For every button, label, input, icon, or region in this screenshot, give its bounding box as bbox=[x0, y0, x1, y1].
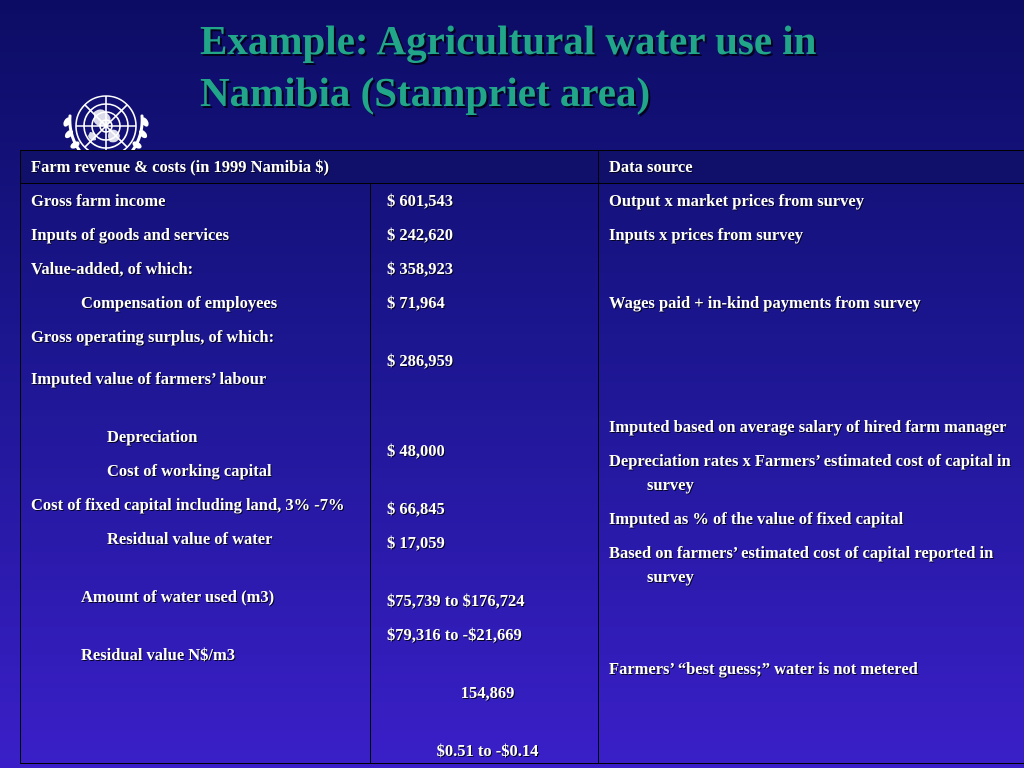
row-value: $ 286,959 bbox=[387, 351, 453, 370]
row-source: Wages paid + in-kind payments from survey bbox=[609, 293, 921, 312]
row-value: 154,869 bbox=[460, 683, 515, 702]
row-value: $75,739 to $176,724 bbox=[387, 591, 525, 610]
row-source: Imputed as % of the value of fixed capital bbox=[609, 509, 904, 528]
row-label: Residual value of water bbox=[107, 529, 273, 548]
row-value: $0.51 to -$0.14 bbox=[436, 741, 539, 760]
row-source: Based on farmers’ estimated cost of capital reported in survey bbox=[609, 543, 994, 586]
table-header-row bbox=[21, 151, 1024, 184]
title-line-1: Example: Agricultural water use in bbox=[200, 17, 817, 63]
row-label: Residual value N$/m3 bbox=[81, 645, 236, 664]
row-value: $79,316 to -$21,669 bbox=[387, 625, 522, 644]
header-data-source: Data source bbox=[599, 151, 1024, 184]
row-label: Inputs of goods and services bbox=[31, 225, 230, 244]
row-value: $ 358,923 bbox=[387, 259, 453, 278]
row-source: Output x market prices from survey bbox=[609, 191, 864, 210]
row-label: Depreciation bbox=[107, 427, 198, 446]
row-source: Imputed based on average salary of hired farm manager bbox=[609, 417, 1007, 436]
row-value: $ 71,964 bbox=[387, 293, 445, 312]
row-label: Value-added, of which: bbox=[31, 259, 194, 278]
row-source: Depreciation rates x Farmers’ estimated cost of capital in survey bbox=[609, 451, 1011, 494]
header-farm-revenue: Farm revenue & costs (in 1999 Namibia $) bbox=[21, 151, 599, 184]
row-label: Cost of working capital bbox=[107, 461, 272, 480]
title-line-2: Namibia (Stampriet area) bbox=[200, 69, 651, 115]
slide-title bbox=[200, 14, 816, 118]
row-label: Compensation of employees bbox=[81, 293, 278, 312]
row-source: Inputs x prices from survey bbox=[609, 225, 804, 244]
row-label: Cost of fixed capital including land, 3% -7% bbox=[31, 495, 345, 514]
row-source: Farmers’ “best guess;” water is not metered bbox=[609, 659, 918, 678]
row-label: Amount of water used (m3) bbox=[81, 587, 275, 606]
row-value: $ 66,845 bbox=[387, 499, 445, 518]
row-label: Gross farm income bbox=[31, 191, 166, 210]
row-value: $ 601,543 bbox=[387, 191, 453, 210]
row-value: $ 17,059 bbox=[387, 533, 445, 552]
table-row bbox=[21, 184, 1024, 764]
row-label: Gross operating surplus, of which: bbox=[31, 327, 275, 346]
farm-costs-table bbox=[20, 150, 1024, 764]
row-value: $ 48,000 bbox=[387, 441, 445, 460]
row-value: $ 242,620 bbox=[387, 225, 453, 244]
row-label: Imputed value of farmers’ labour bbox=[31, 369, 267, 388]
